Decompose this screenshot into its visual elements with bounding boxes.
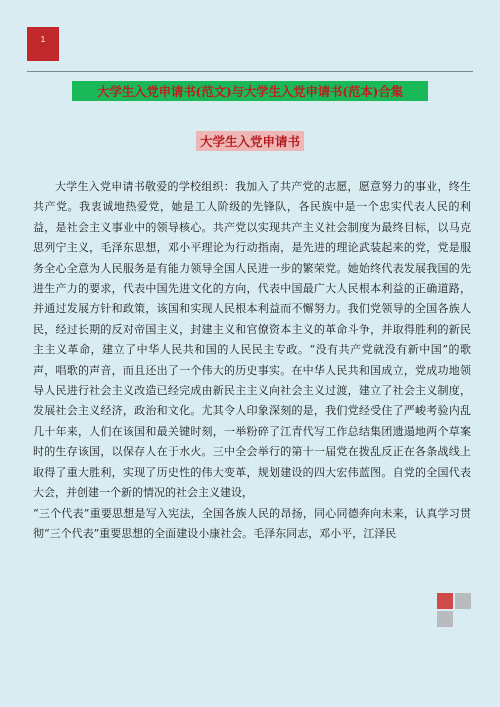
section-title: 大学生入党申请书 xyxy=(199,134,300,149)
page-number: 1 xyxy=(40,35,46,44)
body-paragraph: 大学生入党申请书敬爱的学校组织：我加入了共产党的志愿，愿意努力的事业，终生共产党。我衷诚地热爱党，她是工人阶级的先锋队，各民族中是一个忠实代表人民的利益，是社会主义事业中的领导核心。共产党以实现共产主义社会制度为最终目标，以马克思列宁主义，毛泽东思想，邓小平理论为行动指南，是先进的理论武装起来的党，党是服务全心全意为人民服务是有能力领导全国人民进一步的繁荣党。她始终代表发展我国的先进生产力的要求，代表中国先进文化的方向，代表中国最广大人民根本利益的正确道路，并通过发展方针和政策，该国和实现人民根本利益而不懈努力。我们党领导的全国各族人民，经过长期的反对帝国主义，封建主义和官僚资本主义的革命斗争，并取得胜利的新民主主义革命，建立了中华人民共和国的人民民主专政。“没有共产党就没有新中国”的歌声，唱歌的声音，而且还出了一个伟大的历史事实。在中华人民共和国成立，党成功地领导人民进行社会主义改造已经完成由新民主主义向社会主义过渡，建立了社会主义制度，发展社会主义经济，政治和文化。尤其令人印象深刻的是，我们党经受住了严峻考验内乱几十年来，人们在该国和最关键时刻，一举粉碎了江青代写工作总结集团遗遢地两个草案时的生存该国，以保存人在于水火。三中全会举行的第十一届党在拨乱反正在各条战线上取得了重大胜利，实现了历史性的伟大变革，规划建设的四大宏伟蓝图。自党的全国代表大会，并创建一个新的情况的社会主义建设， xyxy=(33,180,471,500)
page-number-badge xyxy=(27,27,59,61)
header-divider xyxy=(27,71,473,72)
document-title-banner xyxy=(72,81,428,101)
corner-decoration xyxy=(437,593,477,633)
corner-square-gray xyxy=(455,593,471,609)
corner-square-red xyxy=(437,593,453,609)
document-body xyxy=(33,177,471,544)
section-title-banner xyxy=(196,131,304,151)
body-paragraph: “三个代表”重要思想是写入宪法，全国各族人民的昂扬，同心同德奔向未来，认真学习贯彻“三个代表”重要思想的全面建设小康社会。毛泽东同志，邓小平，江泽民 xyxy=(33,506,471,540)
corner-square-gray xyxy=(437,611,453,627)
document-title: 大学生入党申请书(范文)与大学生入党申请书(范本)合集 xyxy=(97,84,403,99)
